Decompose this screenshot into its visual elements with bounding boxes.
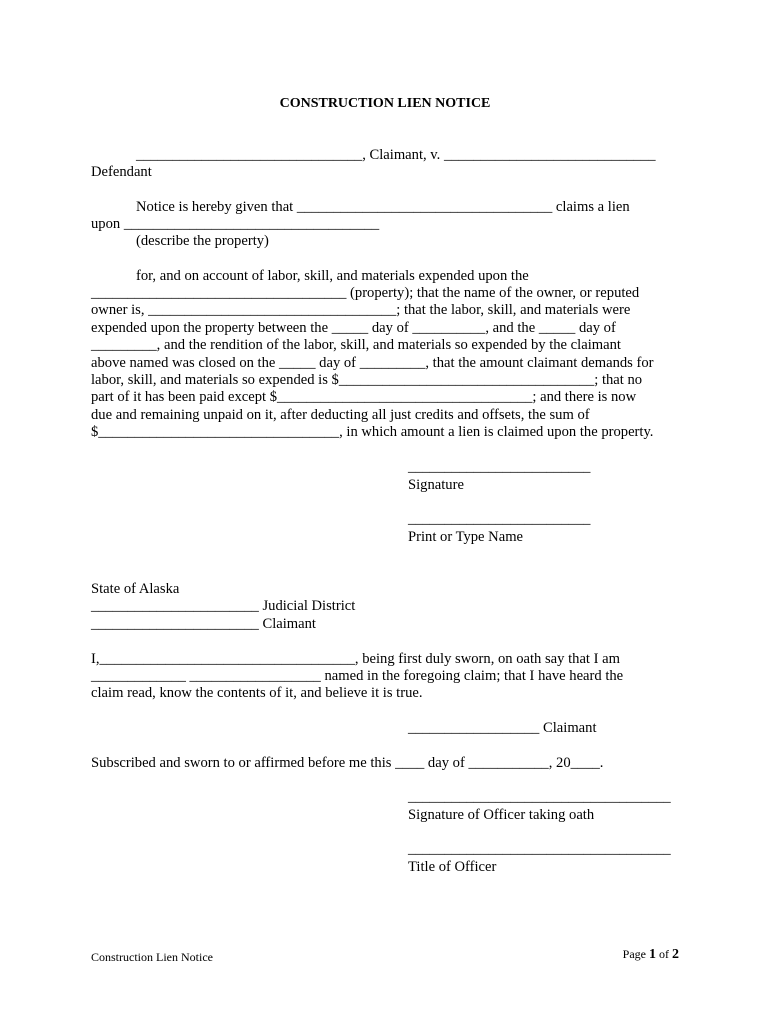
claimant-signature: __________________ Claimant bbox=[408, 720, 597, 736]
print-name-line: _________________________ bbox=[408, 511, 591, 527]
print-name-label: Print or Type Name bbox=[408, 529, 524, 545]
caption-line: _______________________________, Claimant, v. _____________________________ bbox=[136, 147, 656, 163]
body-line: above named was closed on the _____ day of _________, that the amount claimant demands for bbox=[91, 355, 654, 371]
caption-defendant: Defendant bbox=[91, 164, 152, 180]
document-title: CONSTRUCTION LIEN NOTICE bbox=[279, 96, 491, 111]
body-line: part of it has been paid except $___________________________________; and there is now bbox=[91, 389, 637, 405]
oath-line: I,___________________________________, being first duly sworn, on oath say that I am bbox=[91, 651, 620, 667]
venue-claimant: _______________________ Claimant bbox=[91, 616, 316, 632]
footer-page-of: of bbox=[656, 947, 672, 961]
signature-line: _________________________ bbox=[408, 459, 591, 475]
footer-page-total: 2 bbox=[672, 947, 679, 962]
body-line: $_________________________________, in which amount a lien is claimed upon the property. bbox=[91, 424, 654, 440]
officer-signature-line: ____________________________________ bbox=[408, 789, 671, 805]
footer-title: Construction Lien Notice bbox=[91, 950, 213, 964]
footer-page-number bbox=[623, 946, 679, 963]
oath-line: _____________ __________________ named in the foregoing claim; that I have heard the bbox=[91, 668, 624, 684]
officer-title-line: ____________________________________ bbox=[408, 841, 671, 857]
oath-line: claim read, know the contents of it, and believe it is true. bbox=[91, 685, 423, 701]
notice-line: Notice is hereby given that ___________________________________ claims a lien bbox=[136, 199, 630, 215]
body-line: for, and on account of labor, skill, and materials expended upon the bbox=[136, 268, 529, 284]
officer-title-label: Title of Officer bbox=[408, 859, 497, 875]
body-line: _________, and the rendition of the labor, skill, and materials so expended by the claimant bbox=[91, 337, 621, 353]
notice-line: upon ___________________________________ bbox=[91, 216, 380, 232]
body-line: owner is, __________________________________; that the labor, skill, and materials were bbox=[91, 302, 631, 318]
venue-district: _______________________ Judicial District bbox=[91, 598, 356, 614]
footer-page-current: 1 bbox=[649, 947, 656, 962]
officer-signature-label: Signature of Officer taking oath bbox=[408, 807, 595, 823]
venue-state: State of Alaska bbox=[91, 581, 180, 597]
body-line: labor, skill, and materials so expended is $___________________________________; that no bbox=[91, 372, 643, 388]
footer-page-prefix: Page bbox=[622, 947, 649, 961]
body-line: ___________________________________ (property); that the name of the owner, or reputed bbox=[91, 285, 640, 301]
signature-label: Signature bbox=[408, 477, 464, 493]
body-line: due and remaining unpaid on it, after deducting all just credits and offsets, the sum of bbox=[91, 407, 590, 423]
subscribed-line: Subscribed and sworn to or affirmed before me this ____ day of ___________, 20____. bbox=[91, 755, 604, 771]
body-line: expended upon the property between the _____ day of __________, and the _____ day of bbox=[91, 320, 616, 336]
notice-describe-property: (describe the property) bbox=[136, 233, 269, 249]
